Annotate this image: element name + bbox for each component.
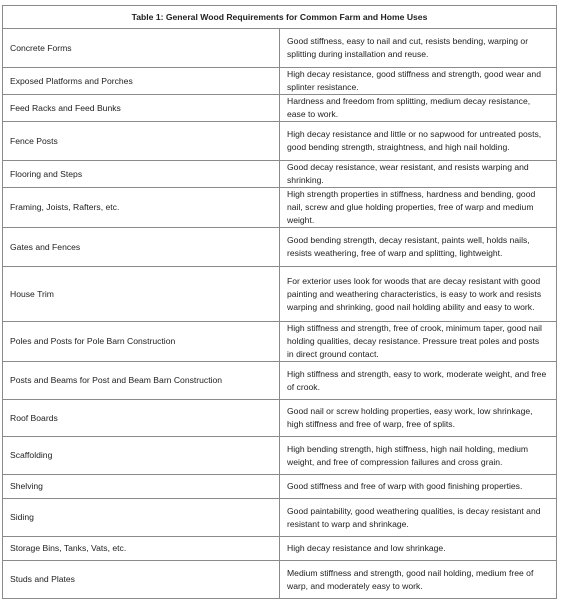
table-row (3, 228, 557, 267)
table-row (3, 29, 557, 68)
table-title-row (3, 6, 557, 29)
table-row (3, 322, 557, 362)
requirement-cell: Good nail or screw holding properties, easy work, low shrinkage, high stiffness and free of warp, free of splits. (280, 400, 557, 437)
requirement-cell: High decay resistance and low shrinkage. (280, 537, 557, 561)
table-row (3, 437, 557, 475)
requirement-cell: Good paintability, good weathering qualities, is decay resistant and resistant to warp and shrinkage. (280, 499, 557, 537)
use-cell: Storage Bins, Tanks, Vats, etc. (3, 537, 280, 561)
table-row (3, 267, 557, 322)
use-cell: Concrete Forms (3, 29, 280, 68)
requirement-cell: Medium stiffness and strength, good nail holding, medium free of warp, and moderately easy to work. (280, 561, 557, 599)
use-cell: Posts and Beams for Post and Beam Barn Construction (3, 362, 280, 400)
use-cell: Exposed Platforms and Porches (3, 68, 280, 95)
requirement-cell: High decay resistance and little or no sapwood for untreated posts, good bending strength, straightness, and high nail holding. (280, 122, 557, 161)
table-row (3, 537, 557, 561)
requirement-cell: Good stiffness, easy to nail and cut, resists bending, warping or splitting during installation and reuse. (280, 29, 557, 68)
use-cell: Fence Posts (3, 122, 280, 161)
use-cell: Siding (3, 499, 280, 537)
table-row (3, 475, 557, 499)
table-row (3, 188, 557, 228)
use-cell: Gates and Fences (3, 228, 280, 267)
use-cell: Framing, Joists, Rafters, etc. (3, 188, 280, 228)
requirement-cell: Hardness and freedom from splitting, medium decay resistance, ease to work. (280, 95, 557, 122)
requirement-cell: High decay resistance, good stiffness and strength, good wear and splinter resistance. (280, 68, 557, 95)
use-cell: Studs and Plates (3, 561, 280, 599)
requirement-cell: High stiffness and strength, easy to work, moderate weight, and free of crook. (280, 362, 557, 400)
table-row (3, 122, 557, 161)
use-cell: Feed Racks and Feed Bunks (3, 95, 280, 122)
table-body (3, 29, 557, 599)
use-cell: Scaffolding (3, 437, 280, 475)
table-row (3, 95, 557, 122)
use-cell: Shelving (3, 475, 280, 499)
use-cell: House Trim (3, 267, 280, 322)
use-cell: Flooring and Steps (3, 161, 280, 188)
table-row (3, 161, 557, 188)
requirement-cell: Good decay resistance, wear resistant, and resists warping and shrinking. (280, 161, 557, 188)
table-row (3, 400, 557, 437)
table-row (3, 68, 557, 95)
use-cell: Poles and Posts for Pole Barn Construction (3, 322, 280, 362)
requirement-cell: High bending strength, high stiffness, high nail holding, medium weight, and free of compression failures and cross grain. (280, 437, 557, 475)
requirement-cell: Good bending strength, decay resistant, paints well, holds nails, resists weathering, free of warp and splitting, lightweight. (280, 228, 557, 267)
requirement-cell: For exterior uses look for woods that are decay resistant with good painting and weathering characteristics, is easy to work and resists warping and shrinking, good nail holding ability and easy to work. (280, 267, 557, 322)
requirement-cell: Good stiffness and free of warp with good finishing properties. (280, 475, 557, 499)
requirement-cell: High stiffness and strength, free of crook, minimum taper, good nail holding qualities, decay resistance. Pressure treat poles and posts in direct ground contact. (280, 322, 557, 362)
use-cell: Roof Boards (3, 400, 280, 437)
table-row (3, 362, 557, 400)
table-row (3, 499, 557, 537)
table-title: Table 1: General Wood Requirements for Common Farm and Home Uses (3, 6, 557, 29)
table-row (3, 561, 557, 599)
wood-requirements-table (2, 5, 557, 599)
requirement-cell: High strength properties in stiffness, hardness and bending, good nail, screw and glue holding properties, free of warp and medium weight. (280, 188, 557, 228)
